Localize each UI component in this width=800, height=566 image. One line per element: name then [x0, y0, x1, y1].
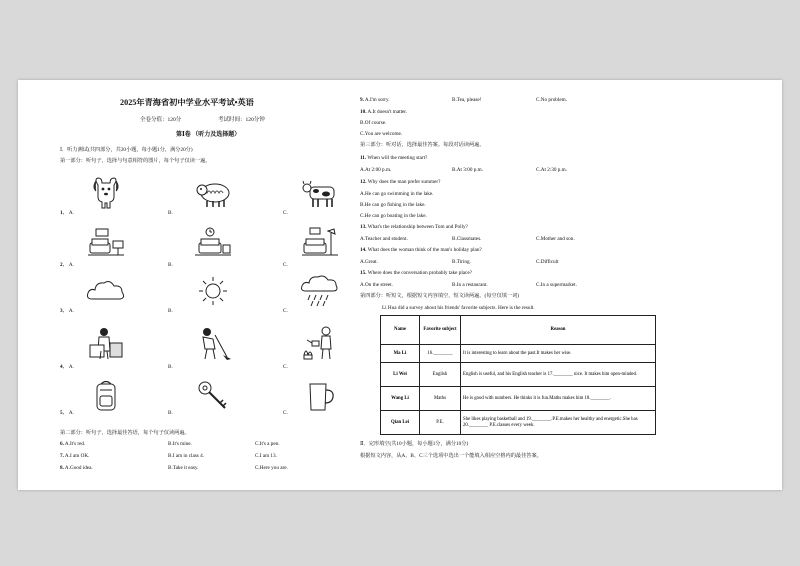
q13-option-a: A.Teacher and student. [360, 236, 408, 242]
q7: 7. A.I am OK. [60, 453, 90, 459]
row-subject: English [420, 363, 461, 387]
q1-option-b: B. [168, 210, 173, 216]
part-2-instruction: 第二部分：听句子，选择最佳答语，每个句子仅读两遍。 [60, 430, 190, 436]
q11-option-a: A.At 2:00 p.m. [360, 167, 392, 173]
living-room-icon[interactable] [86, 225, 126, 261]
q4-option-b: B. [168, 364, 173, 370]
q1-number: 1． A. [60, 210, 74, 216]
q14-option-a: A.Great. [360, 259, 378, 265]
cup-icon[interactable] [300, 378, 340, 414]
full-score: 全卷分值：120分 [140, 117, 182, 123]
q4-number: 4． A. [60, 364, 74, 370]
row-reason-with-blank[interactable]: English is useful, and his English teacher is 17.________ nice. It makes him open-minded. [461, 363, 656, 387]
exam-page [18, 80, 782, 490]
section-2-heading: Ⅱ．完形填空(共10小题，每小题1分，满分10分) [360, 441, 469, 447]
row-reason-with-blank[interactable]: She likes playing basketball and 19.________.P.E.makes her healthy and energetic.She has 20.________ P.E.classes every week. [461, 411, 656, 435]
cow-icon[interactable] [300, 175, 340, 211]
rain-icon[interactable] [300, 273, 340, 309]
header-subject: Favorite subject [420, 316, 461, 345]
q13: 13. What's the relationship between Tom and Polly? [360, 224, 468, 230]
q9: 9. A.I'm sorry. [360, 97, 390, 103]
row-name: Li Wei [381, 363, 420, 387]
key-icon[interactable] [193, 378, 233, 414]
q6-option-b: B.It's mine. [168, 441, 192, 447]
part-1-instruction: 第一部分：听句子，选择与句意相符的图片，每个句子仅读一遍。 [60, 158, 211, 164]
q14-option-b: B.Tiring. [452, 259, 471, 265]
q12-option-b: B.He can go fishing in the lake. [360, 202, 426, 208]
q13-option-b: B.Classmates. [452, 236, 482, 242]
row-subject: Maths [420, 387, 461, 411]
row-reason: It is interesting to learn about the past.It makes her wise. [461, 345, 656, 363]
survey-table [380, 315, 656, 435]
row-name: Wang Li [381, 387, 420, 411]
q9-option-c: C.No problem. [536, 97, 567, 103]
row-reason-with-blank[interactable]: He is good with numbers. He thinks it is fun.Maths makes him 18.________. [461, 387, 656, 411]
q5-number: 5． A. [60, 410, 74, 416]
sun-icon[interactable] [193, 273, 233, 309]
q8-option-c: C.Here you are. [255, 465, 288, 471]
sheep-icon[interactable] [193, 175, 233, 211]
q10-option-b: B.Of course. [360, 120, 387, 126]
row-subject: P.E. [420, 411, 461, 435]
q15-option-c: C.In a supermarket. [536, 282, 577, 288]
row-name: Ma Li [381, 345, 420, 363]
q3-option-c: C. [283, 308, 288, 314]
q11-option-b: B.At 3:00 p.m. [452, 167, 483, 173]
q15-option-b: B.In a restaurant. [452, 282, 488, 288]
cloze-instruction: 根据短文内容，从A、B、C三个选项中选出一个能填入相应空格内的最佳答案。 [360, 453, 542, 459]
q3-number: 3． A. [60, 308, 74, 314]
watering-plants-icon[interactable] [300, 325, 340, 361]
q11-option-c: C.At 2:30 p.m. [536, 167, 567, 173]
table-row [381, 387, 656, 411]
q8: 8. A.Good idea. [60, 465, 93, 471]
table-row [381, 411, 656, 435]
q8-option-b: B.Take it easy. [168, 465, 199, 471]
q15: 15. Where does the conversation probably take place? [360, 270, 472, 276]
q7-option-c: C.I am 13. [255, 453, 277, 459]
header-reason: Reason [461, 316, 656, 345]
q5-option-b: B. [168, 410, 173, 416]
q5-option-c: C. [283, 410, 288, 416]
dog-icon[interactable] [86, 175, 126, 211]
q15-option-a: A.On the street. [360, 282, 393, 288]
volume-heading: 第Ⅰ卷 （听力及选择题） [176, 132, 241, 138]
part-3-instruction: 第三部分：听对话，选择最佳答案。每段对话读两遍。 [360, 142, 485, 148]
q2-option-b: B. [168, 262, 173, 268]
table-header-row [381, 316, 656, 345]
cloud-icon[interactable] [86, 273, 126, 309]
q11: 11. When will the meeting start? [360, 155, 428, 161]
living-room-lamp-icon[interactable] [300, 225, 340, 261]
q12: 12. Why does the man prefer summer? [360, 179, 441, 185]
q14-option-c: C.Difficult [536, 259, 559, 265]
q10: 10. A.It doesn't matter. [360, 109, 408, 115]
section-1-heading: Ⅰ．听力测试(共四部分，共20小题，每小题1分，满分20分) [60, 147, 193, 153]
q12-option-a: A.He can go swimming in the lake. [360, 191, 434, 197]
q13-option-c: C.Mother and son. [536, 236, 575, 242]
q9-option-b: B.Tea, please! [452, 97, 482, 103]
q1-option-c: C. [283, 210, 288, 216]
q10-option-c: C.You are welcome. [360, 131, 403, 137]
part-4-instruction: 第四部分：听短文，根据短文内容填空，短文读两遍。(每空仅填一词) [360, 293, 520, 299]
q6-option-c: C.It's a pen. [255, 441, 280, 447]
backpack-icon[interactable] [86, 378, 126, 414]
q3-option-b: B. [168, 308, 173, 314]
survey-intro: Li Hua did a survey about his friends' favorite subjects. Here is the result. [382, 305, 535, 311]
exam-time: 考试时间：120分钟 [218, 117, 265, 123]
q7-option-b: B.I am in class 4. [168, 453, 205, 459]
q14: 14. What does the woman think of the man's holiday plan? [360, 247, 482, 253]
living-room-clock-icon[interactable] [193, 225, 233, 261]
exam-title: 2025年青海省初中学业水平考试•英语 [120, 98, 254, 107]
q12-option-c: C.He can go boating in the lake. [360, 213, 427, 219]
q4-option-c: C. [283, 364, 288, 370]
header-name: Name [381, 316, 420, 345]
q2-option-c: C. [283, 262, 288, 268]
q2-number: 2． A. [60, 262, 74, 268]
sweeping-icon[interactable] [193, 325, 233, 361]
table-row [381, 363, 656, 387]
table-row [381, 345, 656, 363]
row-name: Qian Lei [381, 411, 420, 435]
row-subject-blank[interactable]: 16.________ [420, 345, 461, 363]
washing-dishes-icon[interactable] [86, 325, 126, 361]
q6: 6. A.It's red. [60, 441, 86, 447]
